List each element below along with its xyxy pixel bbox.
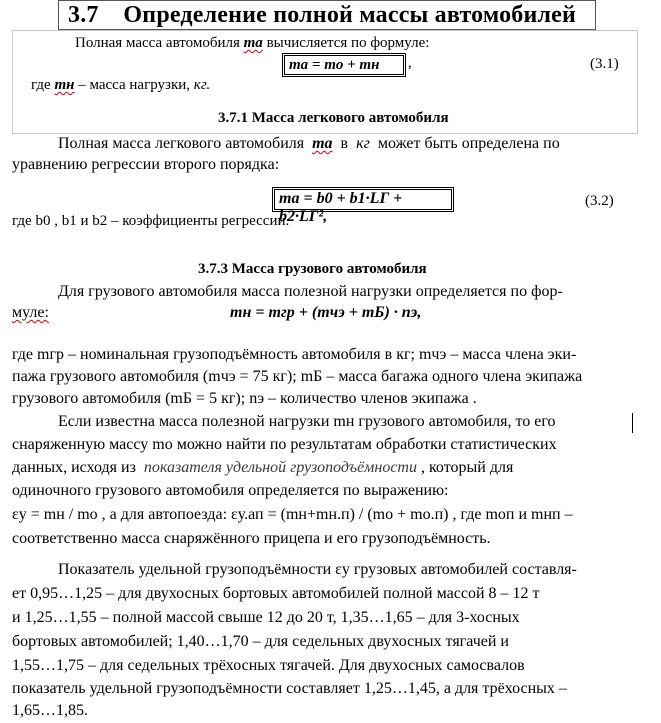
- p5-line-6: показатель удельной грузоподъёмности составляет 1,25…1,45, а для трёхосных –: [12, 680, 567, 697]
- p4-line-2: снаряженную массу mо можно найти по результатам обработки статистических: [12, 436, 557, 453]
- section-heading: [68, 2, 576, 29]
- p2-line-2: муле:: [12, 304, 49, 321]
- formula-3-2: ma = b0 + b1·LГ + b2·LГ²,: [274, 189, 452, 210]
- formula-3-2-box: [272, 187, 454, 225]
- p3-line-1: где mгр – номинальная грузоподъёмность автомобиля в кг; mчэ – масса члена эки-: [12, 346, 577, 363]
- formula-mn: mн = mгр + (mчэ + mБ) · nэ,: [230, 304, 422, 321]
- p4-line-1: Если известна масса полезной нагрузки mн грузового автомобиля, то его: [58, 413, 556, 430]
- subsection-3-7-3: 3.7.3 Масса грузового автомобиля: [198, 261, 427, 277]
- p5-line-1: Показатель удельной грузоподъёмности εу грузовых автомобилей составля-: [58, 561, 577, 578]
- p4-line-5: εу = mн / mо , а для автопоезда: εу.ап = (mн+mн.п) / (mо + mо.п) , где mоп и mнп –: [12, 506, 573, 523]
- inset-line-1: Полная масса автомобиля ma вычисляется по формуле:: [75, 35, 430, 51]
- p4-line-4: одиночного грузового автомобиля определяется по выражению:: [12, 482, 449, 499]
- p5-line-7: 1,65…1,85.: [12, 702, 88, 719]
- p5-line-2: ет 0,95…1,25 – для двухосных бортовых автомобилей полной массой 8 – 12 т: [12, 585, 540, 602]
- formula-3-1: ma = mo + mн: [284, 55, 404, 75]
- p1-line-1: Полная масса легкового автомобиля ma в кг может быть определена по: [58, 135, 560, 152]
- p5-line-3: и 1,25…1,55 – полной массой свыше 12 до 20 т, 1,35…1,65 – для 3-хосных: [12, 609, 520, 626]
- formula-3-2-number: (3.2): [585, 193, 614, 209]
- p5-line-4: бортовых автомобилей; 1,40…1,70 – для седельных двухосных тягачей и: [12, 633, 509, 650]
- formula-3-1-tail: ,: [408, 55, 412, 71]
- formula-3-1-box: [282, 53, 406, 77]
- inset-where-line: где mн – масса нагрузки, кг.: [31, 77, 211, 93]
- p4-line-3: данных, исходя из показателя удельной грузоподъёмности , который для: [12, 459, 514, 476]
- text-cursor: [632, 413, 633, 433]
- section-title: Определение полной массы автомобилей: [123, 2, 577, 28]
- p1-line-2: уравнению регрессии второго порядка:: [12, 156, 280, 173]
- p3-line-3: грузового автомобиля (mБ = 5 кг); nэ – количество членов экипажа .: [12, 390, 477, 407]
- specific-capacity-link: показателя удельной грузоподъёмности: [143, 459, 417, 476]
- subsection-3-7-1: 3.7.1 Масса легкового автомобиля: [218, 110, 449, 126]
- formula-3-1-number: (3.1): [590, 56, 619, 72]
- p5-line-5: 1,55…1,75 – для седельных трёхосных тягачей. Для двухосных самосвалов: [12, 657, 525, 674]
- section-number: 3.7: [68, 2, 99, 28]
- p4-line-6: соответственно масса снаряжённого прицепа и его грузоподъёмность.: [12, 530, 491, 547]
- p3-line-2: пажа грузового автомобиля (mчэ = 75 кг); mБ – масса багажа одного члена экипажа: [12, 368, 583, 385]
- p2-line-1: Для грузового автомобиля масса полезной нагрузки определяется по фор-: [58, 283, 563, 300]
- coefficients-line: где b0 , b1 и b2 – коэффициенты регрессии.: [12, 213, 290, 229]
